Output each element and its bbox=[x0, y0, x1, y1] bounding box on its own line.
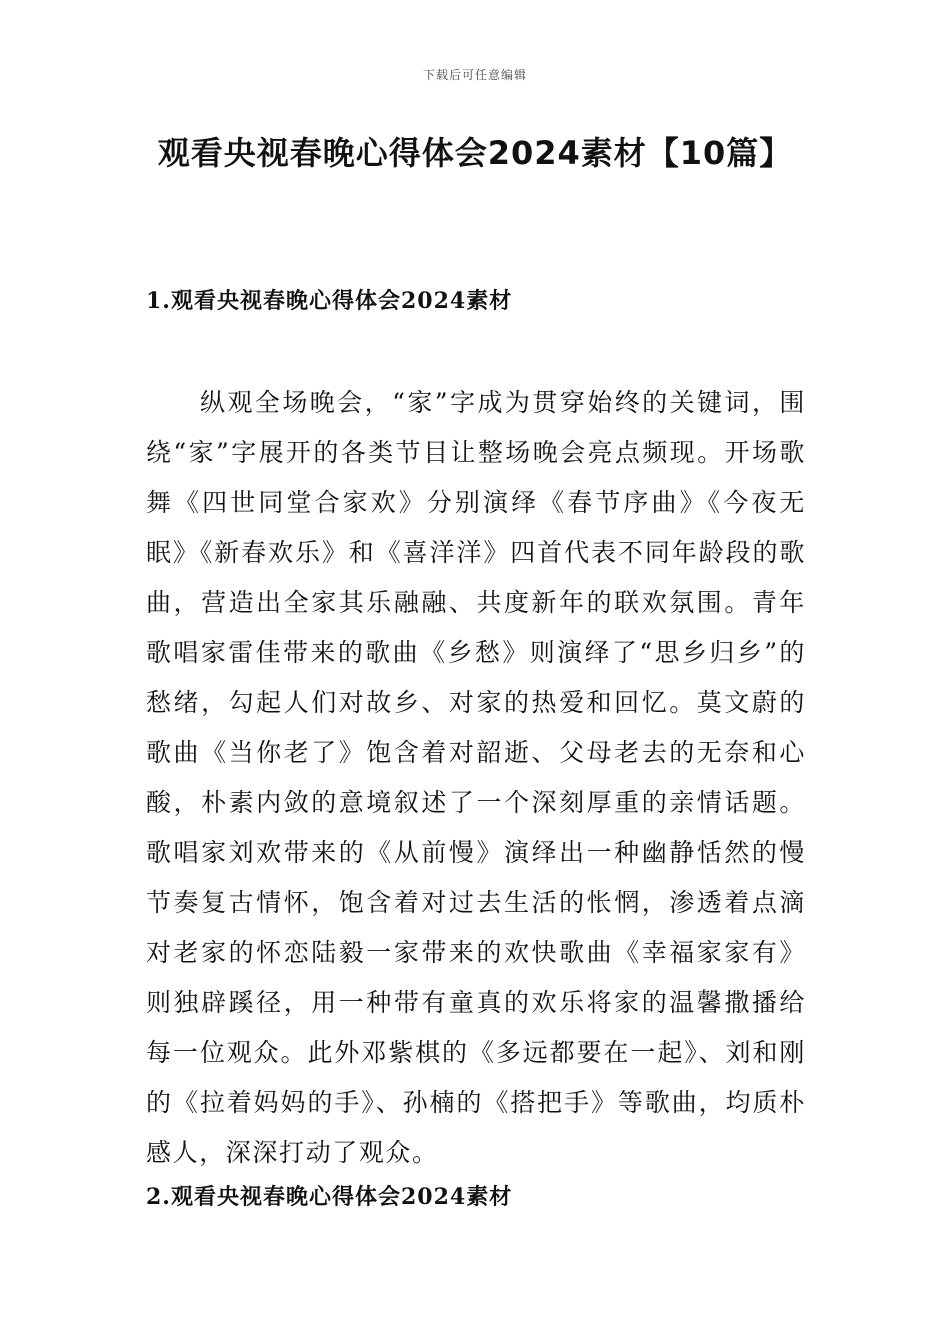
header-note: 下载后可任意编辑 bbox=[422, 68, 527, 82]
section-paragraph-1: 纵观全场晚会，“家”字成为贯穿始终的关键词，围绕“家”字展开的各类节目让整场晚会亮点频现。开场歌舞《四世同堂合家欢》分别演绎《春节序曲》《今夜无眠》《新春欢乐》和《喜洋洋》四首代表不同年龄段的歌曲，营造出全家其乐融融、共度新年的联欢氛围。青年歌唱家雷佳带来的歌曲《乡愁》则演绎了“思乡归乡”的愁绪，勾起人们对故乡、对家的热爱和回忆。莫文蔚的歌曲《当你老了》饱含着对韶逝、父母老去的无奈和心酸，朴素内敛的意境叙述了一个深刻厚重的亲情话题。歌唱家刘欢带来的《从前慢》演绎出一种幽静恬然的慢节奏复古情怀，饱含着对过去生活的怅惘，渗透着点滴对老家的怀恋陆毅一家带来的欢快歌曲《幸福家家有》则独辟蹊径，用一种带有童真的欢乐将家的温馨撒播给每一位观众。此外邓紫棋的《多远都要在一起》、刘和刚的《拉着妈妈的手》、孙楠的《搭把手》等歌曲，均质朴感人，深深打动了观众。 bbox=[146, 388, 806, 1167]
document-title: 观看央视春晚心得体会2024素材【10篇】 bbox=[157, 134, 793, 172]
section-heading-2: 2.观看央视春晚心得体会2024素材 bbox=[146, 1184, 513, 1210]
section-heading-1: 1.观看央视春晚心得体会2024素材 bbox=[146, 288, 513, 314]
